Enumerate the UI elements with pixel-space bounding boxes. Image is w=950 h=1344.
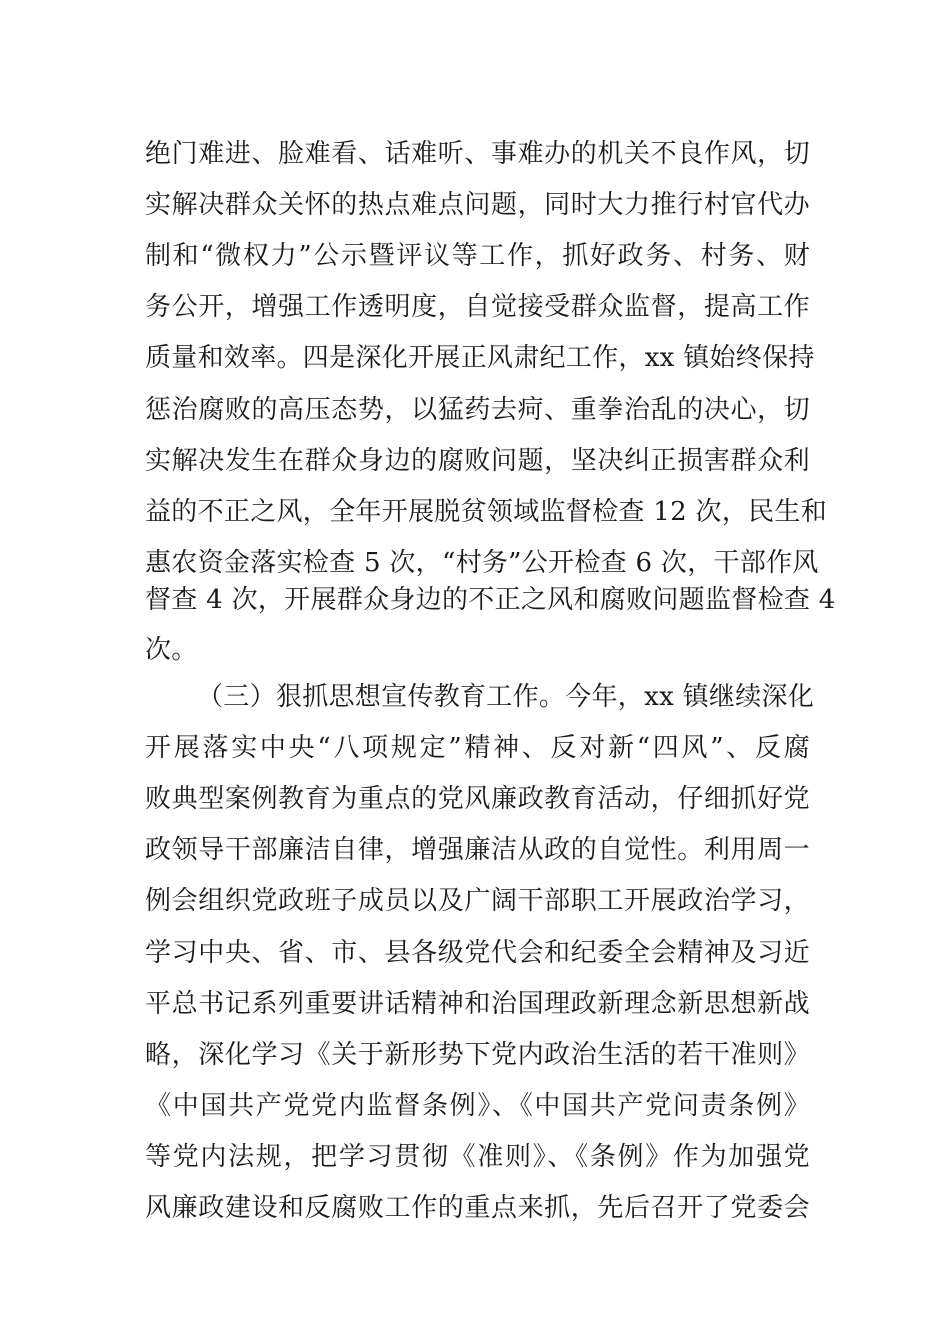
text-line: 《中国共产党党内监督条例》、《中国共产党问责条例》 (145, 1091, 810, 1121)
text-line: 败典型案例教育为重点的党风廉政教育活动，仔细抓好党 (145, 784, 810, 814)
text-line: 惩治腐败的高压态势，以猛药去疴、重拳治乱的决心，切 (145, 395, 810, 425)
text-line: 等党内法规，把学习贯彻《准则》、《条例》作为加强党 (145, 1142, 810, 1172)
text-line: 政领导干部廉洁自律，增强廉洁从政的自觉性。利用周一 (145, 835, 810, 865)
text-line: 质量和效率。四是深化开展正风肃纪工作，xx 镇始终保持 (145, 343, 815, 373)
section-heading-line: （三）狠抓思想宣传教育工作。今年，xx 镇继续深化 (197, 682, 815, 712)
text-line: 益的不正之风，全年开展脱贫领域监督检查 12 次，民生和 (145, 497, 828, 527)
text-line: 务公开，增强工作透明度，自觉接受群众监督，提高工作 (145, 292, 810, 322)
text-line: 实解决发生在群众身边的腐败问题，坚决纠正损害群众利 (145, 446, 810, 476)
text-line: 略，深化学习《关于新形势下党内政治生活的若干准则》 (145, 1040, 810, 1070)
text-line: 惠农资金落实检查 5 次，“村务”公开检查 6 次，干部作风 (145, 548, 819, 578)
text-line: 督查 4 次，开展群众身边的不正之风和腐败问题监督检查 4 (145, 585, 836, 615)
text-line: 制和“微权力”公示暨评议等工作，抓好政务、村务、财 (145, 241, 810, 271)
text-line: 次。 (145, 635, 198, 665)
text-line: 例会组织党政班子成员以及广阔干部职工开展政治学习， (145, 886, 810, 916)
text-line: 开展落实中央“八项规定”精神、反对新“四风”、反腐 (145, 733, 810, 763)
text-line: 平总书记系列重要讲话精神和治国理政新理念新思想新战 (145, 989, 810, 1019)
text-line: 绝门难进、脸难看、话难听、事难办的机关不良作风，切 (145, 139, 810, 169)
text-line: 学习中央、省、市、县各级党代会和纪委全会精神及习近 (145, 938, 810, 968)
text-line: 实解决群众关怀的热点难点问题，同时大力推行村官代办 (145, 190, 810, 220)
text-line: 风廉政建设和反腐败工作的重点来抓，先后召开了党委会 (145, 1193, 810, 1223)
